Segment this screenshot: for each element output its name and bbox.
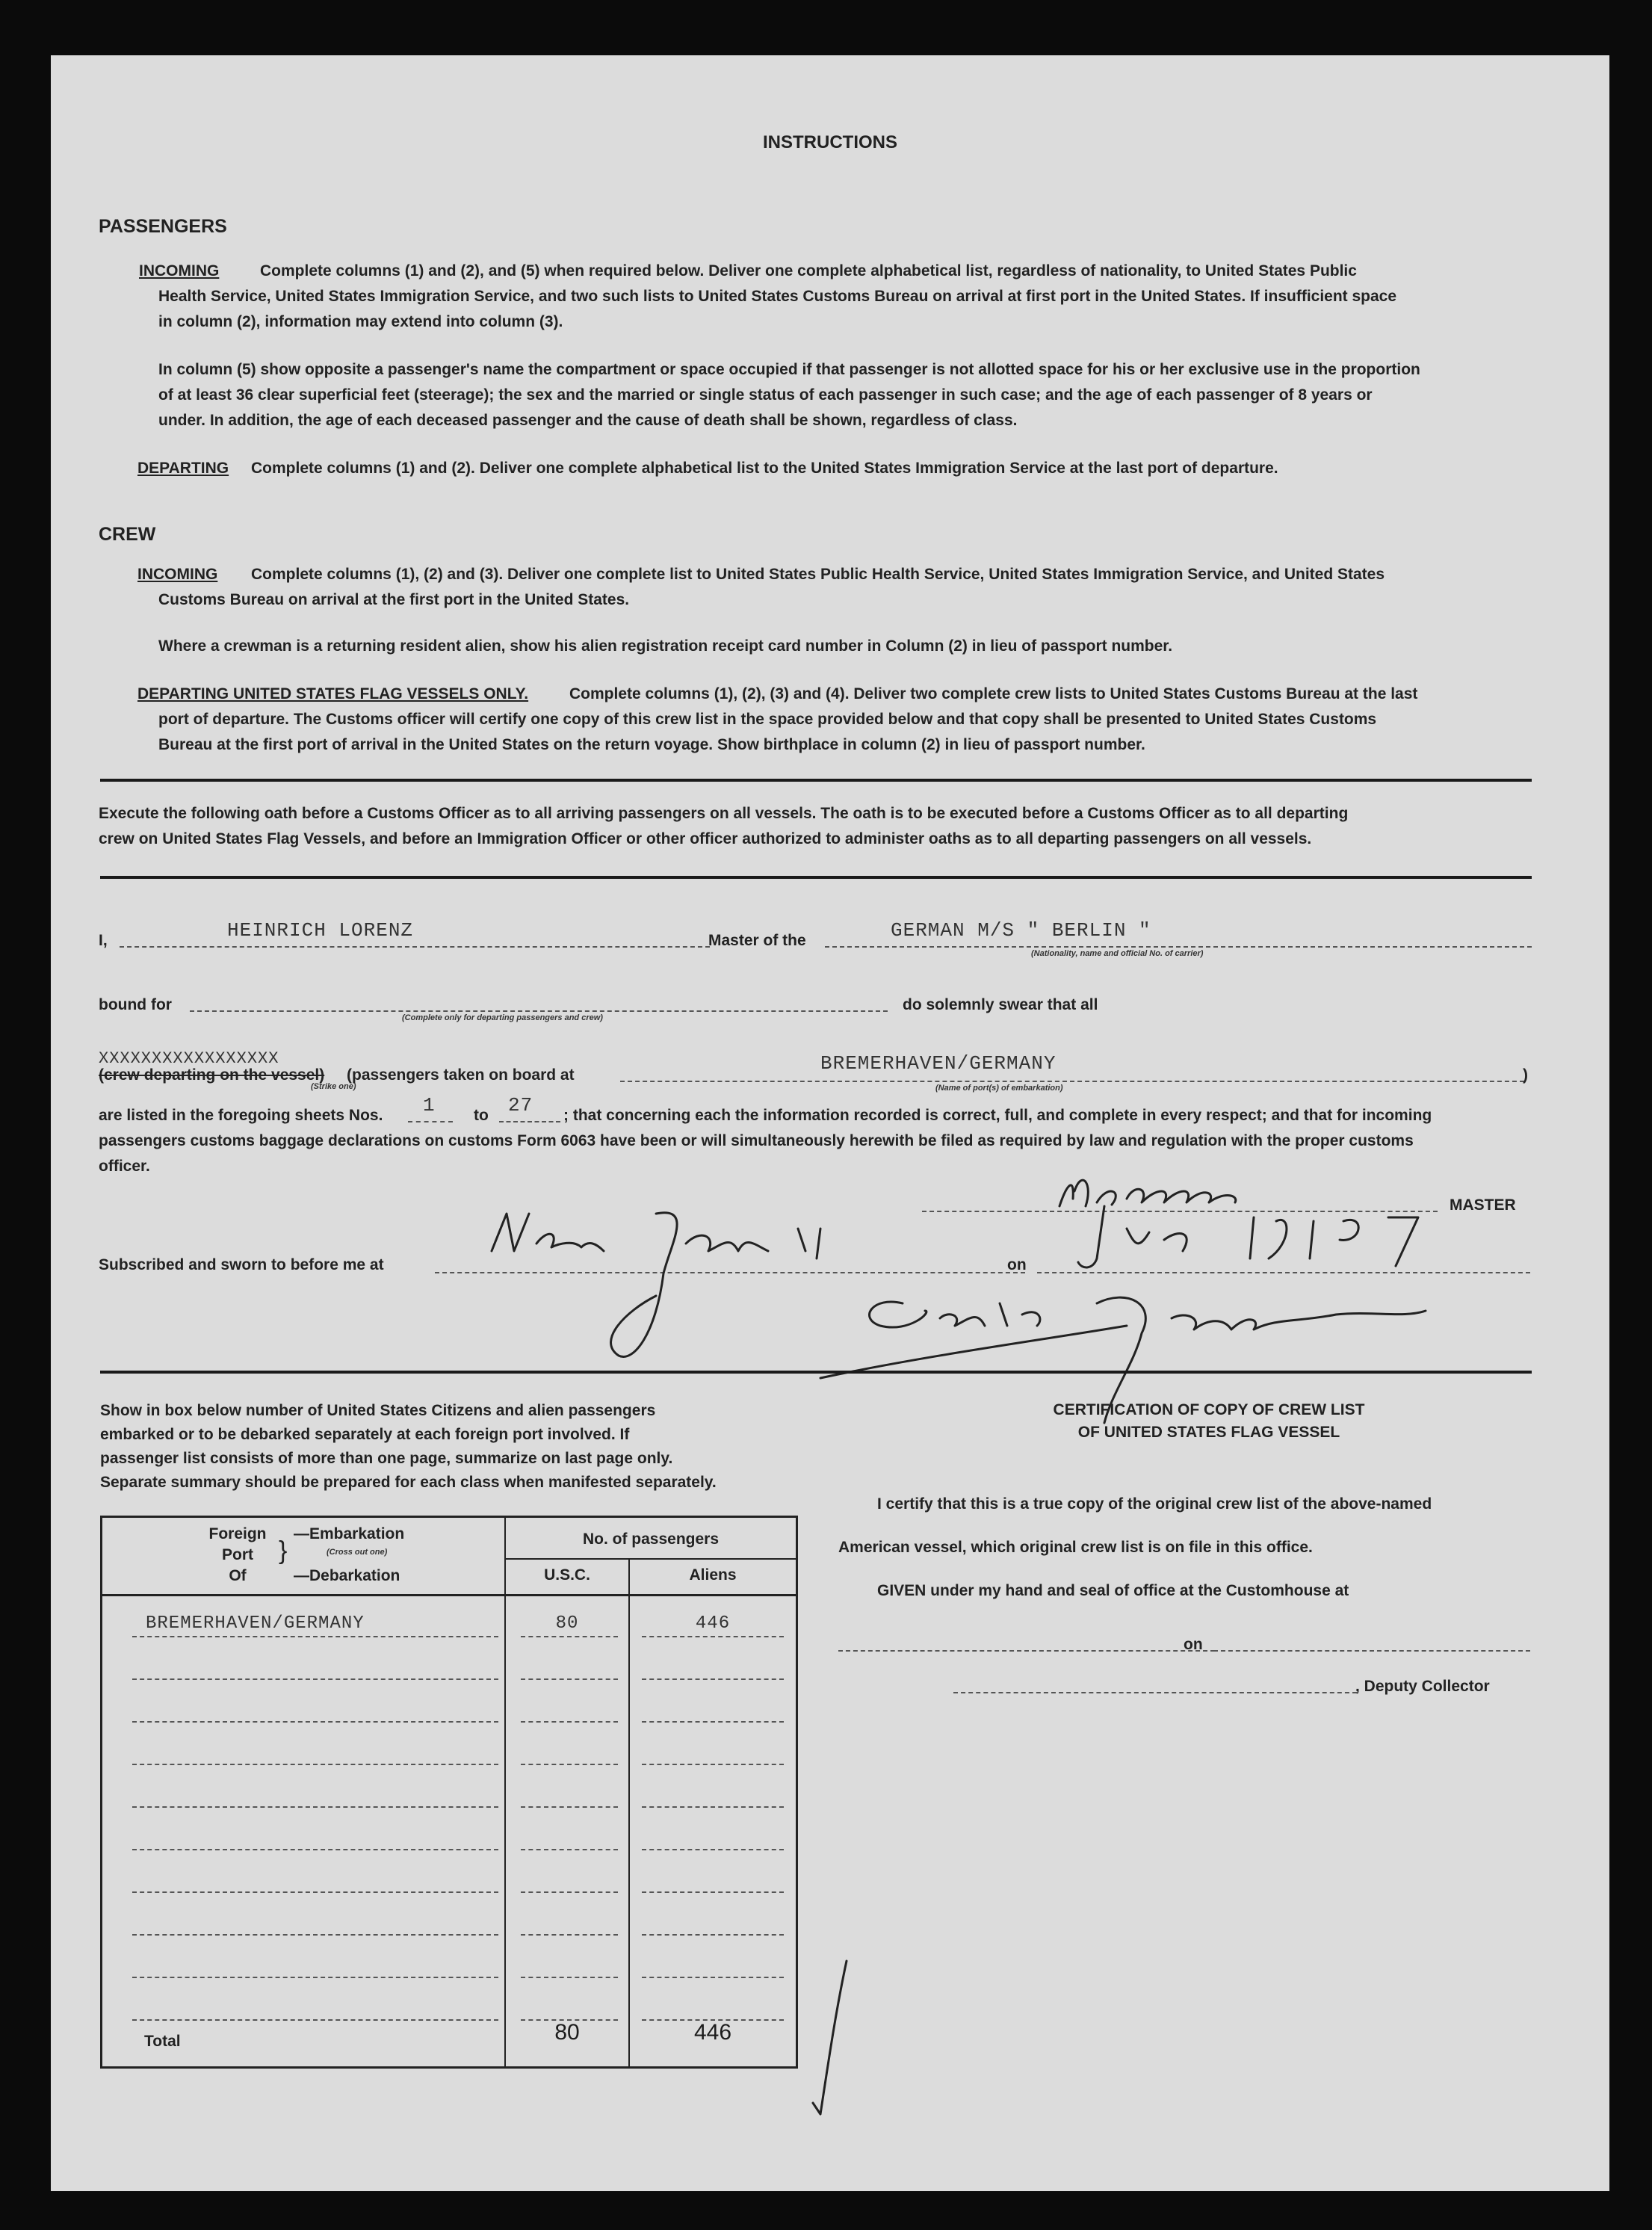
summary-row-aliens: 446 bbox=[695, 1613, 731, 1634]
passengers-heading: PASSENGERS bbox=[99, 216, 227, 237]
summary-intro-line-3: passenger list consists of more than one page, summarize on last page only. bbox=[100, 1450, 673, 1467]
master-name: HEINRICH LORENZ bbox=[227, 919, 414, 942]
passengers-incoming-label: INCOMING bbox=[139, 262, 220, 279]
summary-row-line bbox=[642, 1849, 784, 1850]
summary-col-divider-2 bbox=[628, 1560, 630, 2066]
summary-row-line bbox=[132, 1721, 498, 1723]
col5-line-3: under. In addition, the age of each deceased passenger and the cause of death shall be shown, regardless of class. bbox=[158, 412, 1018, 429]
summary-header-divider bbox=[102, 1594, 796, 1596]
certification-text-line-1: I certify that this is a true copy of the original crew list of the above-named bbox=[877, 1495, 1432, 1513]
port-line bbox=[620, 1081, 1524, 1082]
summary-row-line bbox=[521, 1977, 618, 1978]
deputy-collector-label: , Deputy Collector bbox=[1355, 1678, 1490, 1695]
header-foreign: Foreign bbox=[208, 1525, 267, 1542]
header-cross-out: (Cross out one) bbox=[327, 1548, 388, 1557]
certification-given-line: GIVEN under my hand and seal of office at the Customhouse at bbox=[877, 1582, 1349, 1599]
close-paren: ) bbox=[1523, 1066, 1528, 1084]
summary-row-line bbox=[521, 1891, 618, 1893]
crew-incoming-label: INCOMING bbox=[137, 566, 218, 583]
summary-intro-line-4: Separate summary should be prepared for each class when manifested separately. bbox=[100, 1474, 717, 1491]
passengers-incoming-line-3: in column (2), information may extend into column (3). bbox=[158, 313, 563, 330]
header-usc: U.S.C. bbox=[544, 1566, 590, 1584]
port-note: (Name of port(s) of embarkation) bbox=[935, 1084, 1063, 1093]
summary-col-divider-1 bbox=[504, 1518, 506, 2066]
crew-departing-line-3: Bureau at the first port of arrival in the United States on the return voyage. Show birthplace in column (2) in lieu of passport number. bbox=[158, 736, 1145, 753]
summary-row-line bbox=[521, 1934, 618, 1936]
to-label: to bbox=[474, 1107, 489, 1124]
oath-i-label: I, bbox=[99, 932, 108, 949]
summary-row-line bbox=[642, 1678, 784, 1680]
certification-text-line-2: American vessel, which original crew list is on file in this office. bbox=[838, 1539, 1313, 1556]
summary-row-line bbox=[132, 1891, 498, 1893]
passengers-departing-text: Complete columns (1) and (2). Deliver one complete alphabetical list to the United States Immigration Service at the last port of departure. bbox=[251, 460, 1278, 477]
sheet-from: 1 bbox=[423, 1094, 436, 1116]
certification-title bbox=[903, 1399, 1515, 1444]
bound-for-line bbox=[190, 1010, 888, 1012]
subscribed-label: Subscribed and sworn to before me at bbox=[99, 1256, 384, 1273]
bound-note: (Complete only for departing passengers and crew) bbox=[402, 1013, 603, 1022]
customhouse-line bbox=[838, 1650, 1215, 1652]
certification-date-line bbox=[1213, 1650, 1530, 1652]
oath-instructions-line-2: crew on United States Flag Vessels, and before an Immigration Officer or other officer authorized to administer oaths as to all departing passengers on all vessels. bbox=[99, 830, 1312, 847]
subscribed-on-label: on bbox=[1007, 1256, 1027, 1273]
summary-intro-line-2: embarked or to be debarked separately at each foreign port involved. If bbox=[100, 1426, 630, 1443]
crew-departing-label: DEPARTING UNITED STATES FLAG VESSELS ONLY. bbox=[137, 685, 529, 702]
summary-row-line bbox=[521, 1849, 618, 1850]
vessel-line bbox=[825, 946, 1532, 948]
summary-row-line bbox=[521, 1806, 618, 1808]
summary-row-line bbox=[642, 1636, 784, 1637]
header-no-passengers: No. of passengers bbox=[582, 1531, 720, 1548]
summary-row-line bbox=[521, 1764, 618, 1765]
summary-row-usc: 80 bbox=[555, 1613, 579, 1634]
summary-row-line bbox=[642, 1891, 784, 1893]
certification-title-line-2: OF UNITED STATES FLAG VESSEL bbox=[1077, 1424, 1340, 1441]
summary-row-line bbox=[642, 1806, 784, 1808]
passengers-incoming-line-1: Complete columns (1) and (2), and (5) when required below. Deliver one complete alphabetical list, regardless of nationality, to United States Public bbox=[260, 262, 1357, 279]
summary-row-line bbox=[132, 1678, 498, 1680]
resident-alien-text: Where a crewman is a returning resident alien, show his alien registration receipt card number in Column (2) in lieu of passport number. bbox=[158, 637, 1173, 655]
summary-intro-line-1: Show in box below number of United States Citizens and alien passengers bbox=[100, 1402, 656, 1419]
form-sheet bbox=[51, 55, 1609, 2191]
listed-line-2: passengers customs baggage declarations on customs Form 6063 have been or will simultaneously herewith be filed as required by law and regulation with the proper customs bbox=[99, 1132, 1414, 1149]
listed-suffix: ; that concerning each the information recorded is correct, full, and complete in every respect; and that for incoming bbox=[563, 1107, 1432, 1124]
crew-incoming-line-2: Customs Bureau on arrival at the first port in the United States. bbox=[158, 591, 630, 608]
listed-line-3: officer. bbox=[99, 1158, 150, 1175]
sheet-to: 27 bbox=[508, 1094, 533, 1116]
summary-row-line bbox=[132, 1806, 498, 1808]
date-handwriting bbox=[1067, 1199, 1515, 1273]
summary-row-line bbox=[642, 1934, 784, 1936]
check-mark bbox=[805, 1953, 850, 2125]
col5-line-2: of at least 36 clear superficial feet (steerage); the sex and the married or single status of each passenger in such case; and the age of each passenger of 8 years or bbox=[158, 386, 1373, 404]
passengers-incoming-line-2: Health Service, United States Immigration Service, and two such lists to United States Customs Bureau on arrival at first port in the United States. If insufficient space bbox=[158, 288, 1397, 305]
summary-row-line bbox=[521, 1636, 618, 1637]
master-label: MASTER bbox=[1450, 1196, 1516, 1214]
divider-1 bbox=[100, 779, 1532, 782]
strike-note: (Strike one) bbox=[311, 1082, 356, 1091]
crew-heading: CREW bbox=[99, 524, 156, 545]
header-embarkation: —Embarkation bbox=[294, 1525, 405, 1542]
strike-x: XXXXXXXXXXXXXXXXX bbox=[99, 1049, 279, 1068]
bound-for-label: bound for bbox=[99, 996, 172, 1013]
header-port: Port bbox=[222, 1546, 253, 1563]
crew-incoming-line-1: Complete columns (1), (2) and (3). Deliver one complete list to United States Public Health Service, United States Immigration Service, and United States bbox=[251, 566, 1385, 583]
summary-row-line bbox=[132, 1849, 498, 1850]
sheet-to-line bbox=[499, 1121, 560, 1122]
certification-on-label: on bbox=[1184, 1636, 1203, 1653]
vessel-name: GERMAN M/S " BERLIN " bbox=[891, 919, 1151, 942]
header-foreign-port-of bbox=[204, 1524, 271, 1587]
crew-departing-struck: (crew departing on the vessel) bbox=[99, 1066, 325, 1084]
summary-row-line bbox=[521, 1721, 618, 1723]
col5-line-1: In column (5) show opposite a passenger's name the compartment or space occupied if that passenger is not allotted space for his or her exclusive use in the proportion bbox=[158, 361, 1420, 378]
total-usc: 80 bbox=[554, 2020, 580, 2045]
summary-row-line bbox=[642, 1764, 784, 1765]
summary-row-line bbox=[521, 1678, 618, 1680]
summary-row-line bbox=[132, 2019, 498, 2021]
summary-row-line bbox=[642, 1721, 784, 1723]
summary-header-divider-sub bbox=[506, 1558, 796, 1560]
total-label: Total bbox=[144, 2033, 181, 2050]
header-brace: } bbox=[279, 1536, 288, 1565]
header-of: Of bbox=[229, 1567, 247, 1584]
passengers-departing-label: DEPARTING bbox=[137, 460, 229, 477]
certification-title-line-1: CERTIFICATION OF COPY OF CREW LIST bbox=[1053, 1401, 1365, 1418]
vessel-note: (Nationality, name and official No. of carrier) bbox=[1031, 949, 1204, 958]
summary-row-line bbox=[132, 1934, 498, 1936]
listed-prefix: are listed in the foregoing sheets Nos. bbox=[99, 1107, 383, 1124]
sheet-from-line bbox=[408, 1121, 453, 1122]
divider-3 bbox=[100, 1371, 1532, 1374]
oath-instructions-line-1: Execute the following oath before a Customs Officer as to all arriving passengers on all vessels. The oath is to be executed before a Customs Officer as to all departing bbox=[99, 805, 1349, 822]
port-of-embarkation: BREMERHAVEN/GERMANY bbox=[820, 1052, 1057, 1075]
master-name-line bbox=[120, 946, 710, 948]
crew-departing-line-1: Complete columns (1), (2), (3) and (4). Deliver two complete crew lists to United States Customs Bureau at the last bbox=[569, 685, 1418, 702]
summary-row-port: BREMERHAVEN/GERMANY bbox=[146, 1613, 365, 1634]
summary-row-line bbox=[642, 1977, 784, 1978]
swear-label: do solemnly swear that all bbox=[903, 996, 1098, 1013]
header-debarkation: —Debarkation bbox=[294, 1567, 400, 1584]
crew-departing-line-2: port of departure. The Customs officer will certify one copy of this crew list in the space provided below and that copy shall be presented to United States Customs bbox=[158, 711, 1377, 728]
summary-row-line bbox=[132, 1977, 498, 1978]
deputy-collector-line bbox=[953, 1692, 1357, 1693]
passengers-taken-label: (passengers taken on board at bbox=[347, 1066, 575, 1084]
divider-2 bbox=[100, 876, 1532, 879]
summary-intro bbox=[100, 1399, 795, 1495]
summary-row-line bbox=[132, 1764, 498, 1765]
header-aliens: Aliens bbox=[689, 1566, 737, 1584]
summary-table bbox=[100, 1516, 798, 2069]
page-title: INSTRUCTIONS bbox=[763, 132, 897, 152]
summary-row-line bbox=[132, 1636, 498, 1637]
total-aliens: 446 bbox=[693, 2020, 732, 2045]
master-of-label: Master of the bbox=[708, 932, 806, 949]
